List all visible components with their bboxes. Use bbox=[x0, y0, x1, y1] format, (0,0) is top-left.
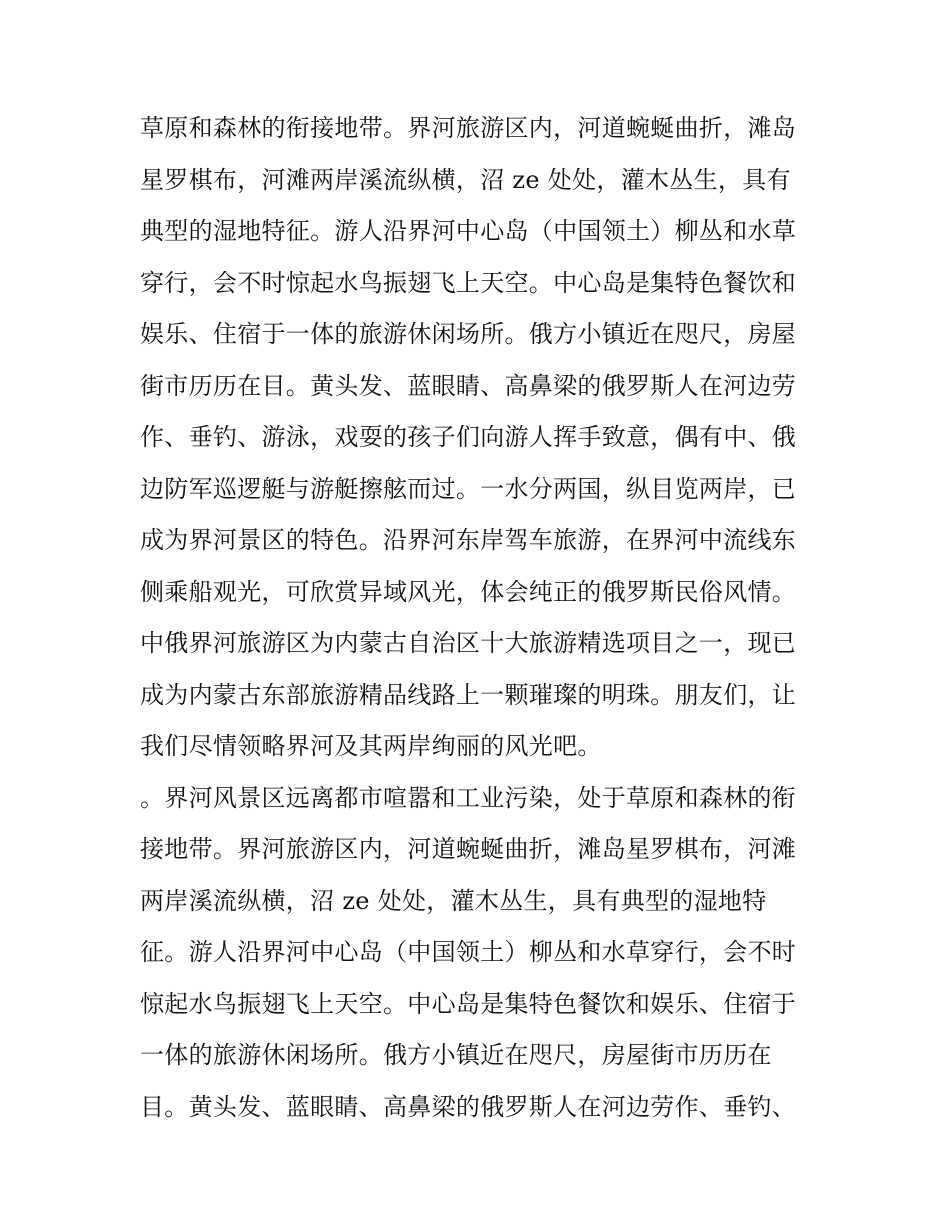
text-line: 目。黄头发、蓝眼睛、高鼻梁的俄罗斯人在河边劳作、垂钓、 bbox=[140, 1092, 797, 1121]
text-line: 征。游人沿界河中心岛（中国领土）柳丛和水草穿行，会不时 bbox=[140, 938, 797, 966]
text-line: 边防军巡逻艇与游艇擦舷而过。一水分两国，纵目览两岸，已 bbox=[140, 474, 797, 503]
text-line: 成为内蒙古东部旅游精品线路上一颗璀璨的明珠。朋友们，让 bbox=[140, 680, 797, 709]
text-line: 成为界河景区的特色。沿界河东岸驾车旅游，在界河中流线东 bbox=[140, 526, 797, 554]
text-line: 草原和森林的衔接地带。界河旅游区内，河道蜿蜒曲折，滩岛 bbox=[140, 114, 797, 142]
text-line: 两岸溪流纵横，沼 ze 处处，灌木丛生，具有典型的湿地特 bbox=[140, 886, 767, 915]
text-line: 娱乐、住宿于一体的旅游休闲场所。俄方小镇近在咫尺，房屋 bbox=[140, 320, 797, 348]
text-line: 典型的湿地特征。游人沿界河中心岛（中国领土）柳丛和水草 bbox=[140, 217, 797, 245]
text-line: 街市历历在目。黄头发、蓝眼睛、高鼻梁的俄罗斯人在河边劳 bbox=[140, 371, 797, 400]
text-line: 一体的旅游休闲场所。俄方小镇近在咫尺，房屋街市历历在 bbox=[140, 1041, 772, 1069]
text-line: 侧乘船观光，可欣赏异域风光，体会纯正的俄罗斯民俗风情。 bbox=[140, 577, 797, 606]
text-line: 穿行，会不时惊起水鸟振翅飞上天空。中心岛是集特色餐饮和 bbox=[140, 268, 797, 297]
text-line: 中俄界河旅游区为内蒙古自治区十大旅游精选项目之一，现已 bbox=[140, 629, 797, 657]
text-line: 星罗棋布，河滩两岸溪流纵横，沼 ze 处处，灌木丛生，具有 bbox=[140, 165, 791, 194]
text-line: 。界河风景区远离都市喧嚣和工业污染，处于草原和森林的衔 bbox=[140, 783, 797, 812]
text-line: 作、垂钓、游泳，戏耍的孩子们向游人挥手致意，偶有中、俄 bbox=[140, 423, 797, 451]
body-text bbox=[140, 103, 820, 1133]
text-line: 我们尽情领略界河及其两岸绚丽的风光吧。 bbox=[140, 732, 602, 760]
text-line: 惊起水鸟振翅飞上天空。中心岛是集特色餐饮和娱乐、住宿于 bbox=[140, 989, 797, 1018]
text-line: 接地带。界河旅游区内，河道蜿蜒曲折，滩岛星罗棋布，河滩 bbox=[140, 835, 797, 863]
